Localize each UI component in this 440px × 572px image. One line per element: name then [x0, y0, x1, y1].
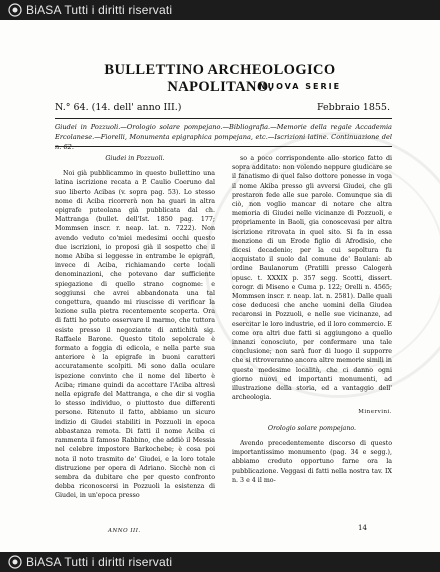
- issue-line: [55, 102, 390, 113]
- article-heading: Orologio solare pompejano.: [267, 424, 357, 432]
- article-paragraph: Avendo precedentemente discorso di questo importantissimo monumento (pag. 34 e segg.), abbiamo creduto opportuno farne ora la pubblicazione. Veggasi di fatti nella nostra tav. IX n. 3 e 4 il mo-: [232, 439, 392, 484]
- header-rule: [55, 118, 392, 119]
- journal-title: BULLETTINO ARCHEOLOGICO NAPOLITANO.: [104, 62, 336, 95]
- issue-number: N.° 64.: [55, 102, 89, 113]
- author-signature: Minervini.: [358, 409, 392, 416]
- library-logo-icon: [8, 3, 22, 17]
- series-label: NUOVA SERIE: [258, 82, 342, 91]
- contents-rule: [55, 146, 392, 147]
- journal-page: [40, 22, 420, 550]
- issue-date: Febbraio 1855.: [316, 102, 390, 113]
- bottom-banner-text: BiASA Tutti i diritti riservati: [26, 555, 173, 569]
- article-paragraph: so a poco corrispondente allo storico fatto di sopra additato: non volendo neppure giudicare se il fanatismo di quel falso dottore ponesse in voga il nome Akiba presso gli avversi Giudei, che gli prestaron fede alle sue parole. Comunque sia di ciò, non voglio mancar di notare che altra memoria di Giudei nelle vicinanze di Pozzuoli, e propriamente in Baoli, gia conoscevasi per altra iscrizione ritrovata in quel sito. Si fa in essa menzione di un Erode figlio di Afrodisio, che dicesi decadenio; per la cui sepoltura fu acquistato il suolo dal comune de' Baulani: ab ordine Baulanorum (Pratilli presso Calogerà opusc. t. XXXIX p. 357 segg. Scotti, dissert. corogr. di Miseno e Cuma p. 122; Orelli n. 4565; Mommsen inscr. r. neap. lat. n. 2581). Dalle quali cose deducesi che anche uomini della Giudea recaronsi in Pozzuoli, e nelle sue vicinanze, ad esercitar le loro industrie, ed il loro commercio. E come ora altri due fatti si aggiungono a quello innanzi conosciuto, per confermare una tale conclusione; non sarà fuor di luogo il supporre che si ritroveranno ancora altre memorie simili in queste medesime località, che ci danno ogni giorno nuovi ed importanti monumenti, ad illustrazione della storia, ed a vantaggio dell' archeologia.: [232, 155, 392, 402]
- top-banner-text: BiASA Tutti i diritti riservati: [26, 3, 173, 17]
- right-column: [232, 154, 392, 485]
- signature-mark: ANNO III.: [108, 528, 141, 534]
- article-paragraph: Noi già pubblicammo in questo bullettino una latina iscrizione recata a P. Caulio Coeruno dal suo liberto Acibas (v. sopra pag. 53). Lo stesso nome di Aciba ricorrerà non ha guari in altra epigrafe puteolana già pubblicata dal ch. Mattranga (bullet. dell'Ist. 1850 pag. 177; Mommsen inscr. r. neap. lat. n. 7222). Non avendo veduto co'miei medesimi occhi questo due iscrizioni, io proposi già il sospetto che il nome Abiba si leggesse in entrambe le epigrafi, invece di Aciba, richiamando certe locali denominazioni, che potevano dar sufficiente spiegazione di quello strano cognome: e soggiunsi che avrei abbandonata una tal congettura, quando mi riuscisse di verificar la lezione sulla pietra recentemente scoperta. Ora di fatti ho potuto osservare il marmo, che tuttora esiste presso il negoziante di antichità sig. Raffaele Barone. Questo titolo sepolcrale è formato a foggia di edicola, e nella parte sua anteriore è la epigrafe in buoni caratteri accuratamente scolpiti. Mi sono dalla oculare ispezione convinto che il nome del liberto è Aciba; rimane quindi da accettare l'Aciba altresì nella epigrafe del Mattranga, e che dir si voglia lo stesso individuo, o piuttosto due differenti persone. Ritenuto il fatto, abbiamo un sicuro indizio di Giudei stabiliti in Pozzuoli in epoca abbastanza remota. Di fatti il nome Aciba ci rammenta il famoso Rabbino, che addiò il Messia nel celebre impostore Barkochebe; è cosa poi nota il noto trasmito de' Giudei, e la loro totale distruzione per opera di Adriano. Sicchè non ci sembra da dubitare che per questo confronto debba riconoscersi in Pozzuoli la esistenza di Giudei, in un'epoca presso: [55, 170, 215, 500]
- library-logo-icon: [8, 555, 22, 569]
- signature-number: 14: [358, 524, 367, 532]
- left-column: [55, 154, 215, 501]
- issue-year-note: (14. dell' anno III.): [91, 102, 182, 113]
- table-of-contents: Giudei in Pozzuoli.—Orologio solare pompejano.—Bibliografia.—Memorie della regale Accademia Ercolanese.—Fiorelli, Monumenta epigraphica pompejana, etc.—Iscrizioni latine. Continuazione del n. 62.: [55, 123, 392, 151]
- bottom-watermark-banner: [0, 552, 440, 572]
- article-heading: Giudei in Pozzuoli.: [105, 155, 165, 162]
- top-watermark-banner: [0, 0, 440, 20]
